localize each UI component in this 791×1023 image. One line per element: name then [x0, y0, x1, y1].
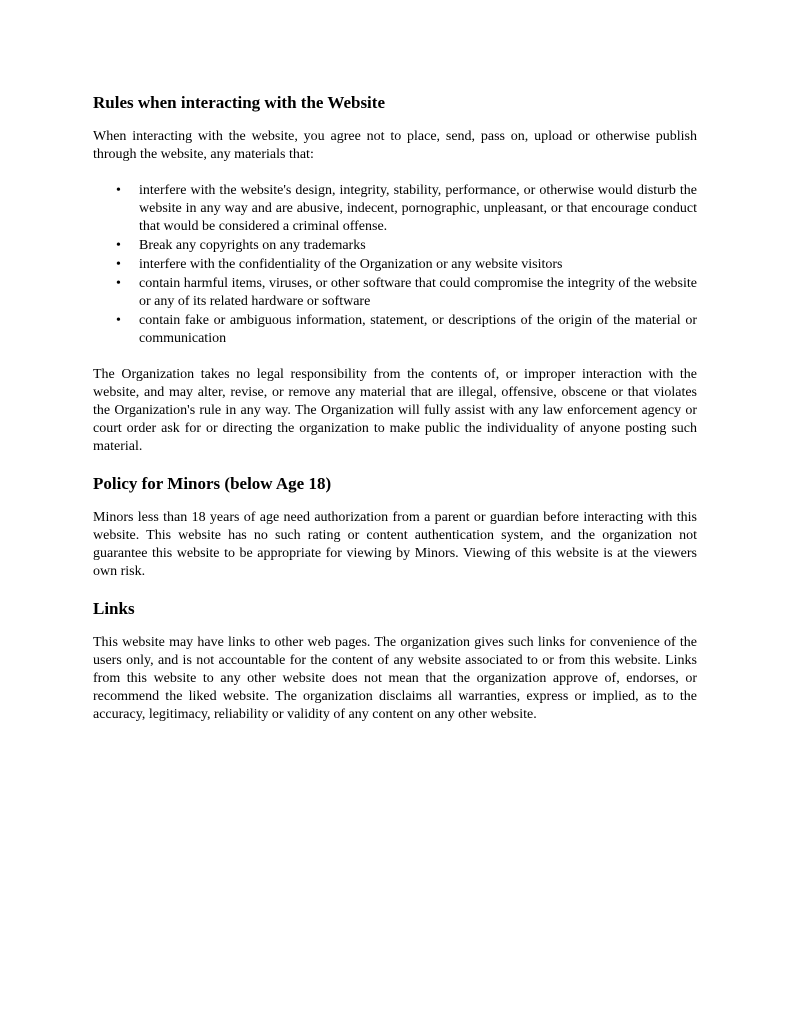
list-item	[93, 275, 697, 311]
bullet-icon: •	[116, 183, 121, 198]
list-item	[93, 312, 697, 348]
list-item-text: Break any copyrights on any trademarks	[139, 238, 366, 253]
links-paragraph: This website may have links to other web pages. The organization gives such links for convenience of the users only, and is not accountable for the content of any website associated to or from this website. Links from this website to any other website does not mean that the organization approve of, endorses, or recommend the liked website. The organization disclaims all warranties, express or implied, as to the accuracy, legitimacy, reliability or validity of any content on any other website.	[93, 635, 697, 722]
minors-paragraph: Minors less than 18 years of age need authorization from a parent or guardian before interacting with this website. This website has no such rating or content authentication system, and the organization not guarantee this website to be appropriate for viewing by Minors. Viewing of this website is at the viewers own risk.	[93, 510, 697, 579]
list-item-text: contain fake or ambiguous information, statement, or descriptions of the origin of the material or communication	[139, 313, 697, 346]
list-item-text: interfere with the website's design, integrity, stability, performance, or otherwise would disturb the website in any way and are abusive, indecent, pornographic, unpleasant, or that encourage conduct that would be considered a criminal offense.	[139, 183, 697, 234]
rules-section	[93, 93, 697, 456]
bullet-icon: •	[116, 313, 121, 328]
list-item-text: contain harmful items, viruses, or other software that could compromise the integrity of the website or any of its related hardware or software	[139, 276, 697, 309]
list-item	[93, 182, 697, 236]
document-page	[93, 93, 697, 742]
list-item-text: interfere with the confidentiality of the Organization or any website visitors	[139, 257, 563, 272]
list-item	[93, 256, 697, 274]
links-section	[93, 599, 697, 724]
minors-heading: Policy for Minors (below Age 18)	[93, 474, 332, 493]
rules-heading: Rules when interacting with the Website	[93, 93, 385, 112]
bullet-icon: •	[116, 276, 121, 291]
bullet-icon: •	[116, 257, 121, 272]
rules-bullet-list	[93, 182, 697, 348]
rules-closing-paragraph: The Organization takes no legal responsibility from the contents of, or improper interaction with the website, and may alter, revise, or remove any material that are illegal, offensive, obscene or that violates the Organization's rule in any way. The Organization will fully assist with any law enforcement agency or court order ask for or directing the organization to make public the individuality of anyone posting such material.	[93, 367, 697, 454]
links-heading: Links	[93, 599, 135, 618]
rules-intro: When interacting with the website, you agree not to place, send, pass on, upload or otherwise publish through the website, any materials that:	[93, 129, 697, 162]
list-item	[93, 237, 697, 255]
minors-section	[93, 474, 697, 581]
bullet-icon: •	[116, 238, 121, 253]
